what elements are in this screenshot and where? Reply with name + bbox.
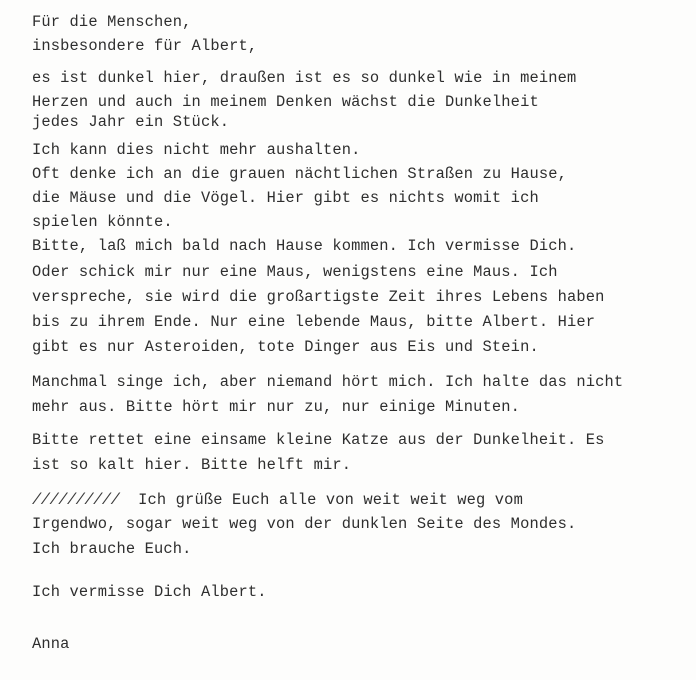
body-line: Manchmal singe ich, aber niemand hört mich. Ich halte das nicht [32,373,624,391]
salutation-line: Für die Menschen, [32,13,192,31]
body-line: es ist dunkel hier, draußen ist es so dunkel wie in meinem [32,69,577,87]
body-line-text: Ich grüße Euch alle von weit weit weg vom [119,491,523,509]
closing-line: Ich vermisse Dich Albert. [32,583,267,601]
struck-out-text: ////////// [32,491,120,509]
body-line: Bitte rettet eine einsame kleine Katze aus der Dunkelheit. Es [32,431,605,449]
body-line: jedes Jahr ein Stück. [32,113,230,131]
body-line: Oft denke ich an die grauen nächtlichen Straßen zu Hause, [32,165,567,183]
salutation-line: insbesondere für Albert, [32,37,258,55]
body-line: Bitte, laß mich bald nach Hause kommen. Ich vermisse Dich. [32,237,577,255]
body-line: verspreche, sie wird die großartigste Zeit ihres Lebens haben [32,288,605,306]
body-line: ist so kalt hier. Bitte helft mir. [32,456,352,474]
body-line: Oder schick mir nur eine Maus, wenigstens eine Maus. Ich [32,263,558,281]
body-line: spielen könnte. [32,213,173,231]
body-line: mehr aus. Bitte hört mir nur zu, nur einige Minuten. [32,398,521,416]
body-line: die Mäuse und die Vögel. Hier gibt es nichts womit ich [32,189,539,207]
body-line: Ich kann dies nicht mehr aushalten. [32,141,361,159]
body-line: Herzen und auch in meinem Denken wächst die Dunkelheit [32,93,539,111]
body-line: gibt es nur Asteroiden, tote Dinger aus Eis und Stein. [32,338,539,356]
body-line: bis zu ihrem Ende. Nur eine lebende Maus, bitte Albert. Hier [32,313,596,331]
signature: Anna [32,635,70,653]
body-line: Ich brauche Euch. [32,540,192,558]
body-line: Irgendwo, sogar weit weg von der dunklen Seite des Mondes. [32,515,577,533]
body-line [32,490,523,510]
